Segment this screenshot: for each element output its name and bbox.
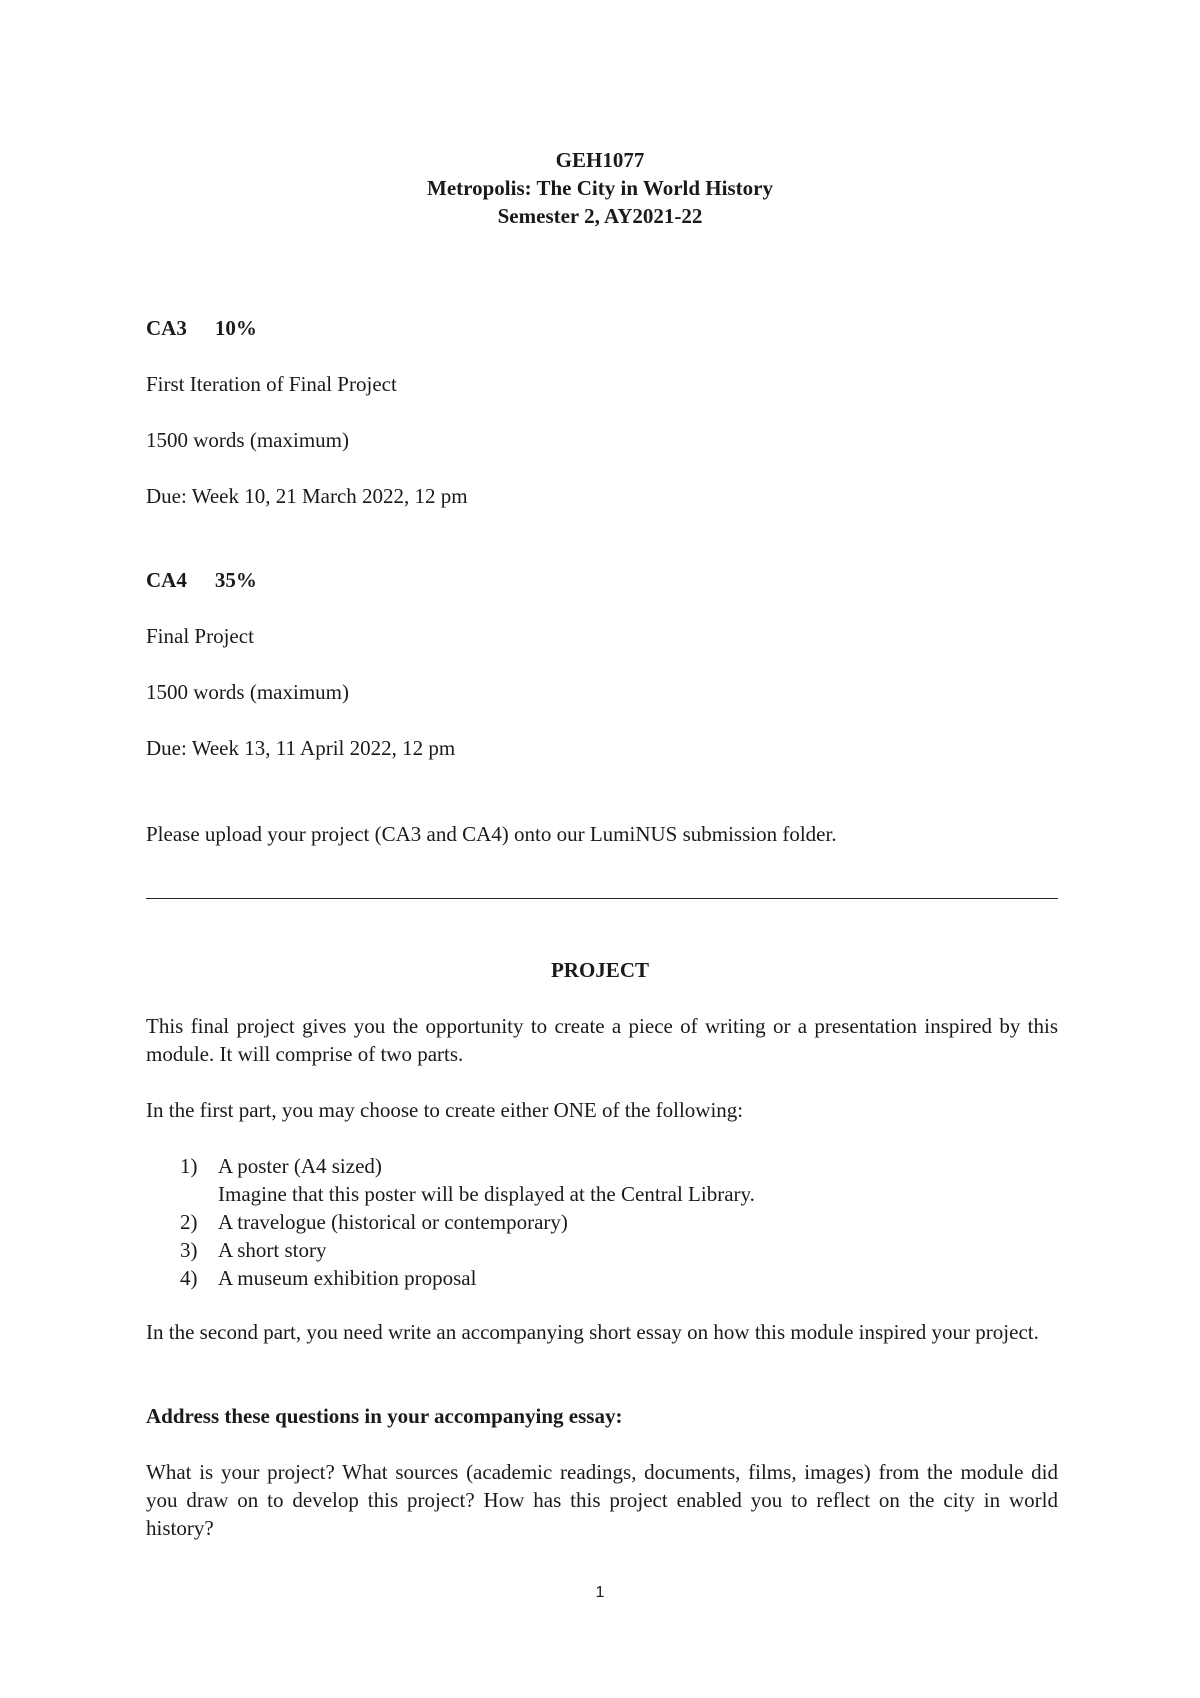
list-item-text: A travelogue (historical or contemporary) bbox=[218, 1210, 568, 1234]
list-item-number: 2) bbox=[180, 1210, 198, 1234]
ca3-due: Due: Week 10, 21 March 2022, 12 pm bbox=[146, 484, 468, 508]
ca3-name: First Iteration of Final Project bbox=[146, 372, 397, 396]
ca4-section bbox=[146, 566, 1058, 594]
list-item bbox=[146, 1264, 1058, 1292]
ca3-section bbox=[146, 314, 1058, 342]
questions-text: What is your project? What sources (academic readings, documents, films, images) from the module did you draw on to develop this project? How has this project enabled you to reflect on the city in world history? bbox=[146, 1460, 1058, 1540]
upload-note: Please upload your project (CA3 and CA4) onto our LumiNUS submission folder. bbox=[146, 822, 837, 846]
ca4-due: Due: Week 13, 11 April 2022, 12 pm bbox=[146, 736, 456, 760]
ca3-words: 1500 words (maximum) bbox=[146, 428, 349, 452]
project-title: PROJECT bbox=[550, 958, 649, 982]
first-part-text: In the first part, you may choose to create either ONE of the following: bbox=[146, 1098, 744, 1122]
ca3-weight: 10% bbox=[214, 316, 257, 340]
ca4-name: Final Project bbox=[146, 624, 254, 648]
questions-heading: Address these questions in your accompanying essay: bbox=[146, 1404, 623, 1428]
options-list-wrapper bbox=[146, 1152, 1058, 1292]
list-item-number: 3) bbox=[180, 1238, 198, 1262]
ca3-label: CA3 bbox=[146, 316, 187, 340]
list-item-subtext: Imagine that this poster will be displayed at the Central Library. bbox=[218, 1182, 755, 1206]
document-header bbox=[0, 146, 1200, 230]
page-number: 1 bbox=[595, 1584, 605, 1601]
ca4-words: 1500 words (maximum) bbox=[146, 680, 349, 704]
project-intro: This final project gives you the opportunity to create a piece of writing or a presentation inspired by this module. It will comprise of two parts. bbox=[146, 1014, 1058, 1066]
ca4-heading bbox=[146, 566, 1058, 594]
list-item bbox=[146, 1152, 1058, 1208]
ca4-label: CA4 bbox=[146, 568, 187, 592]
list-item-number: 4) bbox=[180, 1266, 198, 1290]
ca3-heading bbox=[146, 314, 1058, 342]
list-item-text: A short story bbox=[218, 1238, 327, 1262]
section-divider bbox=[146, 898, 1058, 899]
module-code: GEH1077 bbox=[555, 148, 645, 172]
list-item bbox=[146, 1236, 1058, 1264]
list-item-text: A museum exhibition proposal bbox=[218, 1266, 477, 1290]
ca4-weight: 35% bbox=[214, 568, 257, 592]
list-item-text: A poster (A4 sized) bbox=[218, 1154, 382, 1178]
list-item-number: 1) bbox=[180, 1154, 198, 1178]
module-title: Metropolis: The City in World History bbox=[427, 176, 773, 200]
semester-label: Semester 2, AY2021-22 bbox=[497, 204, 703, 228]
second-part-text: In the second part, you need write an accompanying short essay on how this module inspired your project. bbox=[146, 1320, 1039, 1344]
options-list bbox=[146, 1152, 1058, 1292]
list-item bbox=[146, 1208, 1058, 1236]
